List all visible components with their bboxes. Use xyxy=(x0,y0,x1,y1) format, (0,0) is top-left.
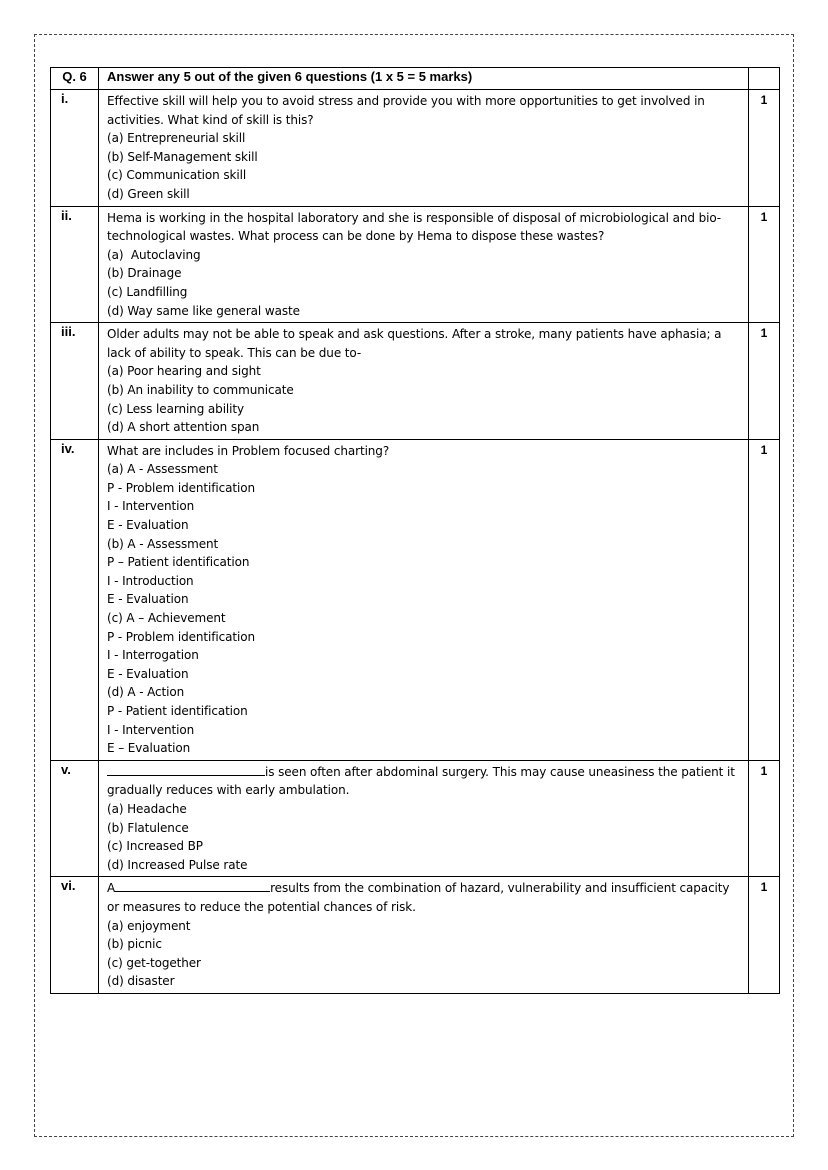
option: (c) A – Achievement xyxy=(107,611,226,626)
option: (a) Headache xyxy=(107,801,187,816)
option: (a) enjoyment xyxy=(107,918,191,933)
question-header-row xyxy=(51,68,780,90)
option-line: E - Evaluation xyxy=(107,666,189,681)
option-line: I - Intervention xyxy=(107,722,195,737)
sub-question-text-after-blank: results from the combination of hazard, vulnerability and insufficient capacity or measures to reduce the potential chances of risk. xyxy=(107,881,730,914)
marks: 1 xyxy=(749,760,780,877)
sub-question-text-before-blank: A xyxy=(107,881,116,896)
question-table xyxy=(50,67,780,994)
question-row-iv xyxy=(51,439,780,760)
question-number: Q. 6 xyxy=(51,68,99,90)
option-line: I - Intervention xyxy=(107,499,195,514)
option-line: P - Problem identification xyxy=(107,629,255,644)
sub-question-body xyxy=(99,877,749,994)
question-row-iii xyxy=(51,323,780,440)
option-line: P - Problem identification xyxy=(107,480,255,495)
sub-question-body xyxy=(99,439,749,760)
marks: 1 xyxy=(749,90,780,207)
sub-question-number: vi. xyxy=(51,877,99,994)
option: (a) Entrepreneurial skill xyxy=(107,131,246,146)
marks: 1 xyxy=(749,877,780,994)
option: (d) Increased Pulse rate xyxy=(107,857,248,872)
sub-question-body xyxy=(99,323,749,440)
sub-question-text: What are includes in Problem focused charting? xyxy=(107,443,390,458)
sub-question-body xyxy=(99,760,749,877)
option: (c) Less learning ability xyxy=(107,401,245,416)
option: (b) picnic xyxy=(107,937,162,952)
option: (a) Poor hearing and sight xyxy=(107,364,261,379)
option: (b) Drainage xyxy=(107,266,182,281)
sub-question-body xyxy=(99,90,749,207)
sub-question-text: Hema is working in the hospital laboratory and she is responsible of disposal of microbiological and bio-technological wastes. What process can be done by Hema to dispose these wastes? xyxy=(107,210,722,244)
sub-question-text xyxy=(107,763,742,800)
option: (a) Autoclaving xyxy=(107,247,201,262)
option: (b) A - Assessment xyxy=(107,536,219,551)
option: (a) A - Assessment xyxy=(107,462,218,477)
sub-question-number: iv. xyxy=(51,439,99,760)
option-line: E - Evaluation xyxy=(107,518,189,533)
option: (c) get-together xyxy=(107,955,201,970)
option: (b) Self-Management skill xyxy=(107,149,258,164)
option: (d) disaster xyxy=(107,974,175,989)
marks: 1 xyxy=(749,323,780,440)
option-line: I - Interrogation xyxy=(107,648,199,663)
sub-question-text xyxy=(107,879,742,916)
option: (d) A - Action xyxy=(107,685,185,700)
option: (c) Communication skill xyxy=(107,168,247,183)
sub-question-number: iii. xyxy=(51,323,99,440)
option-line: P – Patient identification xyxy=(107,555,250,570)
option: (b) Flatulence xyxy=(107,820,189,835)
marks: 1 xyxy=(749,439,780,760)
option-line: E - Evaluation xyxy=(107,592,189,607)
question-row-v xyxy=(51,760,780,877)
option-line: I - Introduction xyxy=(107,573,194,588)
option: (d) Green skill xyxy=(107,186,190,201)
question-row-i xyxy=(51,90,780,207)
option: (b) An inability to communicate xyxy=(107,382,294,397)
option: (c) Landfilling xyxy=(107,284,188,299)
option: (c) Increased BP xyxy=(107,839,203,854)
fill-in-blank xyxy=(115,879,270,892)
marks-cell-empty xyxy=(749,68,780,90)
sub-question-text: Effective skill will help you to avoid stress and provide you with more opportunities to get involved in activities. What kind of skill is this? xyxy=(107,94,705,127)
sub-question-number: ii. xyxy=(51,206,99,323)
option-line: E – Evaluation xyxy=(107,741,191,756)
question-instruction: Answer any 5 out of the given 6 questions (1 x 5 = 5 marks) xyxy=(99,68,749,90)
option: (d) A short attention span xyxy=(107,420,260,435)
sub-question-body xyxy=(99,206,749,323)
question-row-vi xyxy=(51,877,780,994)
fill-in-blank xyxy=(107,763,265,776)
option: (d) Way same like general waste xyxy=(107,303,300,318)
question-row-ii xyxy=(51,206,780,323)
option-line: P - Patient identification xyxy=(107,704,248,718)
sub-question-text: Older adults may not be able to speak and ask questions. After a stroke, many patients have aphasia; a lack of ability to speak. This can be due to- xyxy=(107,327,722,360)
marks: 1 xyxy=(749,206,780,323)
sub-question-text-after-blank: is seen often after abdominal surgery. This may cause uneasiness the patient it gradually reduces with early ambulation. xyxy=(107,764,735,798)
sub-question-number: v. xyxy=(51,760,99,877)
sub-question-number: i. xyxy=(51,90,99,207)
